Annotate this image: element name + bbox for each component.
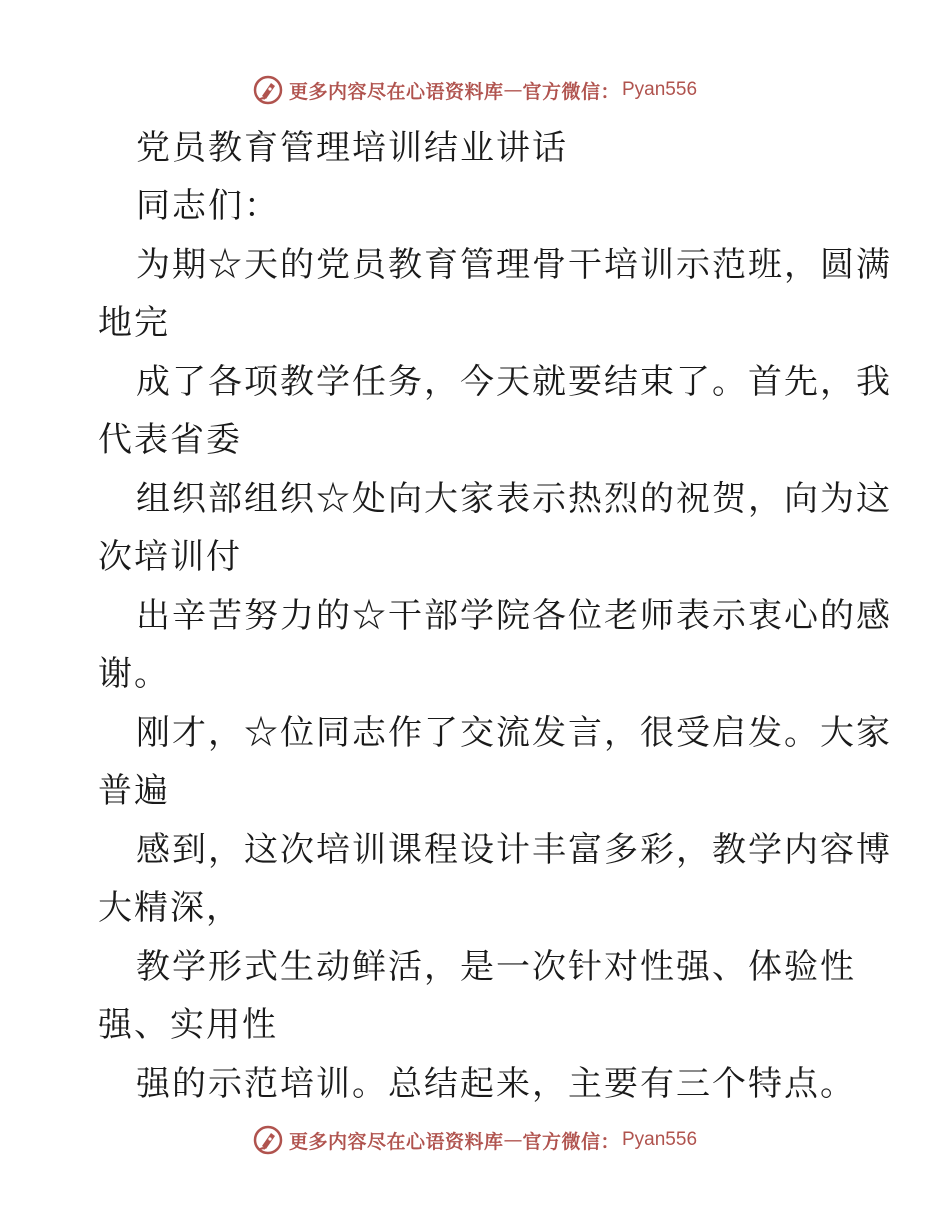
watermark-separator: — — [503, 79, 523, 101]
pen-nib-logo-icon — [253, 1125, 283, 1155]
watermark-label: 官方微信： — [522, 1130, 620, 1153]
watermark-account: Pyan556 — [622, 79, 698, 100]
paragraph-line: 普遍 — [98, 771, 170, 811]
paragraph-line: 代表省委 — [98, 420, 242, 460]
document-title: 党员教育管理培训结业讲话 — [136, 128, 568, 168]
paragraph-line: 刚才，☆位同志作了交流发言，很受启发。大家 — [136, 713, 892, 753]
watermark-text: 更多内容尽在心语资料库 — [288, 80, 504, 103]
paragraph-line: 成了各项教学任务，今天就要结束了。首先，我 — [136, 362, 892, 402]
paragraph-line: 谢。 — [98, 654, 170, 694]
paragraph-line: 地完 — [98, 303, 170, 343]
paragraph-line: 组织部组织☆处向大家表示热烈的祝贺，向为这 — [136, 479, 892, 519]
watermark-account: Pyan556 — [622, 1129, 698, 1150]
paragraph-line: 大精深， — [98, 888, 242, 928]
watermark-text: 更多内容尽在心语资料库 — [288, 1130, 504, 1153]
paragraph-line: 感到，这次培训课程设计丰富多彩，教学内容博 — [136, 830, 892, 870]
paragraph-line: 为期☆天的党员教育管理骨干培训示范班，圆满 — [136, 245, 892, 285]
paragraph-line: 次培训付 — [98, 537, 242, 577]
watermark-separator: — — [503, 1129, 523, 1151]
paragraph-line: 强的示范培训。总结起来，主要有三个特点。 — [136, 1064, 856, 1104]
paragraph-line: 强、实用性 — [98, 1005, 278, 1045]
salutation: 同志们： — [136, 186, 280, 226]
footer-watermark — [0, 1120, 950, 1160]
paragraph-line: 教学形式生动鲜活，是一次针对性强、体验性 — [136, 947, 856, 987]
paragraph-line: 出辛苦努力的☆干部学院各位老师表示衷心的感 — [136, 596, 892, 636]
watermark-label: 官方微信： — [522, 80, 620, 103]
